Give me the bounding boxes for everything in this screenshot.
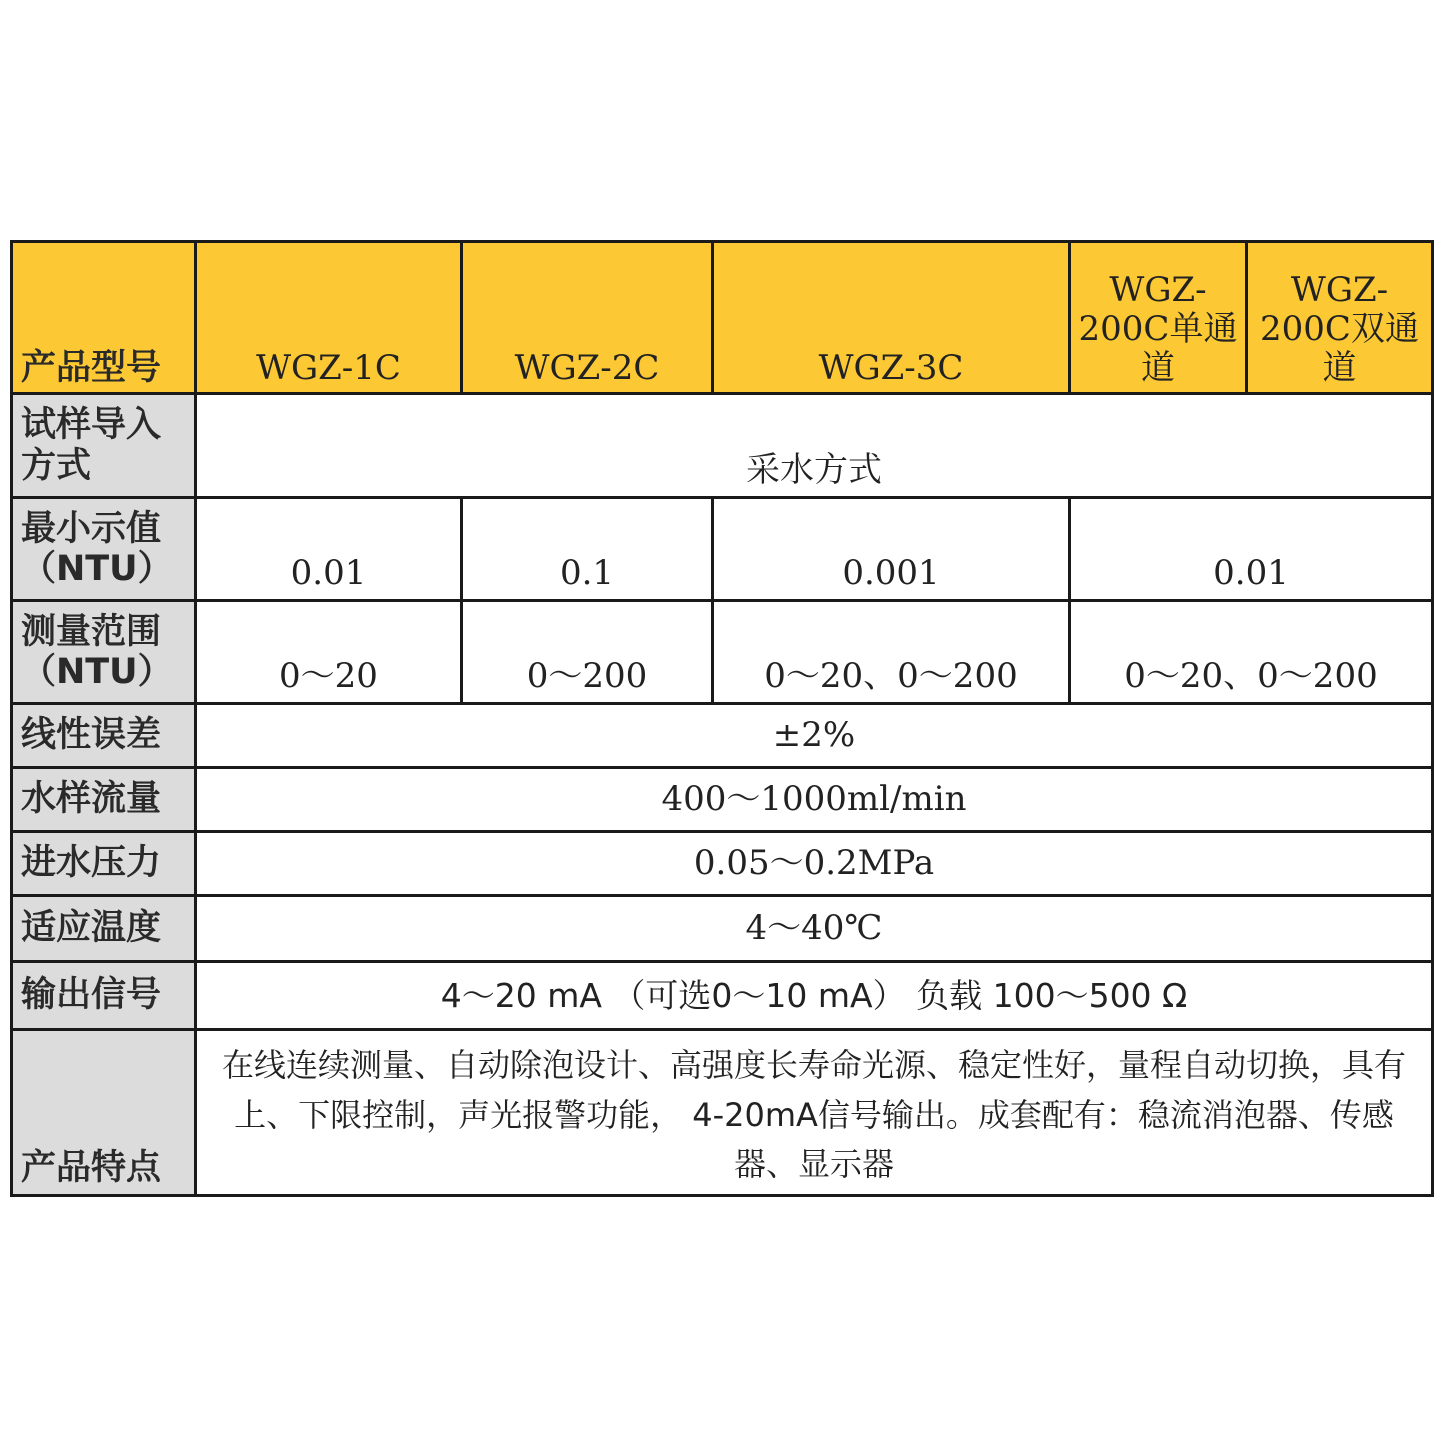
min-display-row — [12, 498, 1433, 601]
flow-row — [12, 768, 1433, 832]
features-value: 在线连续测量、自动除泡设计、高强度长寿命光源、稳定性好，量程自动切换，具有上、下限控制，声光报警功能， 4-20mA信号输出。成套配有：稳流消泡器、传感器、显示器 — [196, 1030, 1433, 1196]
model-wgz-3c: WGZ-3C — [713, 242, 1070, 394]
range-value: 0～20、0～200 — [1070, 601, 1433, 704]
output-value: 4～20 mA （可选0～10 mA） 负载 100～500 Ω — [196, 962, 1433, 1030]
range-label: 测量范围（NTU） — [12, 601, 196, 704]
range-value: 0～20、0～200 — [713, 601, 1070, 704]
range-value: 0～20 — [196, 601, 462, 704]
min-display-value: 0.001 — [713, 498, 1070, 601]
spec-table — [10, 240, 1434, 1197]
output-label: 输出信号 — [12, 962, 196, 1030]
features-label: 产品特点 — [12, 1030, 196, 1196]
min-display-label: 最小示值（NTU） — [12, 498, 196, 601]
model-wgz-1c: WGZ-1C — [196, 242, 462, 394]
output-row — [12, 962, 1433, 1030]
min-display-value: 0.01 — [196, 498, 462, 601]
min-display-value: 0.01 — [1070, 498, 1433, 601]
linearity-row — [12, 704, 1433, 768]
flow-value: 400～1000ml/min — [196, 768, 1433, 832]
range-row — [12, 601, 1433, 704]
pressure-value: 0.05～0.2MPa — [196, 832, 1433, 896]
header-row — [12, 242, 1433, 394]
flow-label: 水样流量 — [12, 768, 196, 832]
features-row — [12, 1030, 1433, 1196]
temperature-value: 4～40℃ — [196, 896, 1433, 962]
header-label: 产品型号 — [12, 242, 196, 394]
linearity-value: ±2% — [196, 704, 1433, 768]
model-wgz-2c: WGZ-2C — [462, 242, 713, 394]
sample-input-label: 试样导入方式 — [12, 394, 196, 498]
range-value: 0～200 — [462, 601, 713, 704]
linearity-label: 线性误差 — [12, 704, 196, 768]
model-wgz-200c-single: WGZ-200C单通道 — [1070, 242, 1247, 394]
temperature-label: 适应温度 — [12, 896, 196, 962]
pressure-label: 进水压力 — [12, 832, 196, 896]
sample-input-value: 采水方式 — [196, 394, 1433, 498]
pressure-row — [12, 832, 1433, 896]
temperature-row — [12, 896, 1433, 962]
model-wgz-200c-dual: WGZ-200C双通道 — [1247, 242, 1433, 394]
min-display-value: 0.1 — [462, 498, 713, 601]
sample-input-row — [12, 394, 1433, 498]
